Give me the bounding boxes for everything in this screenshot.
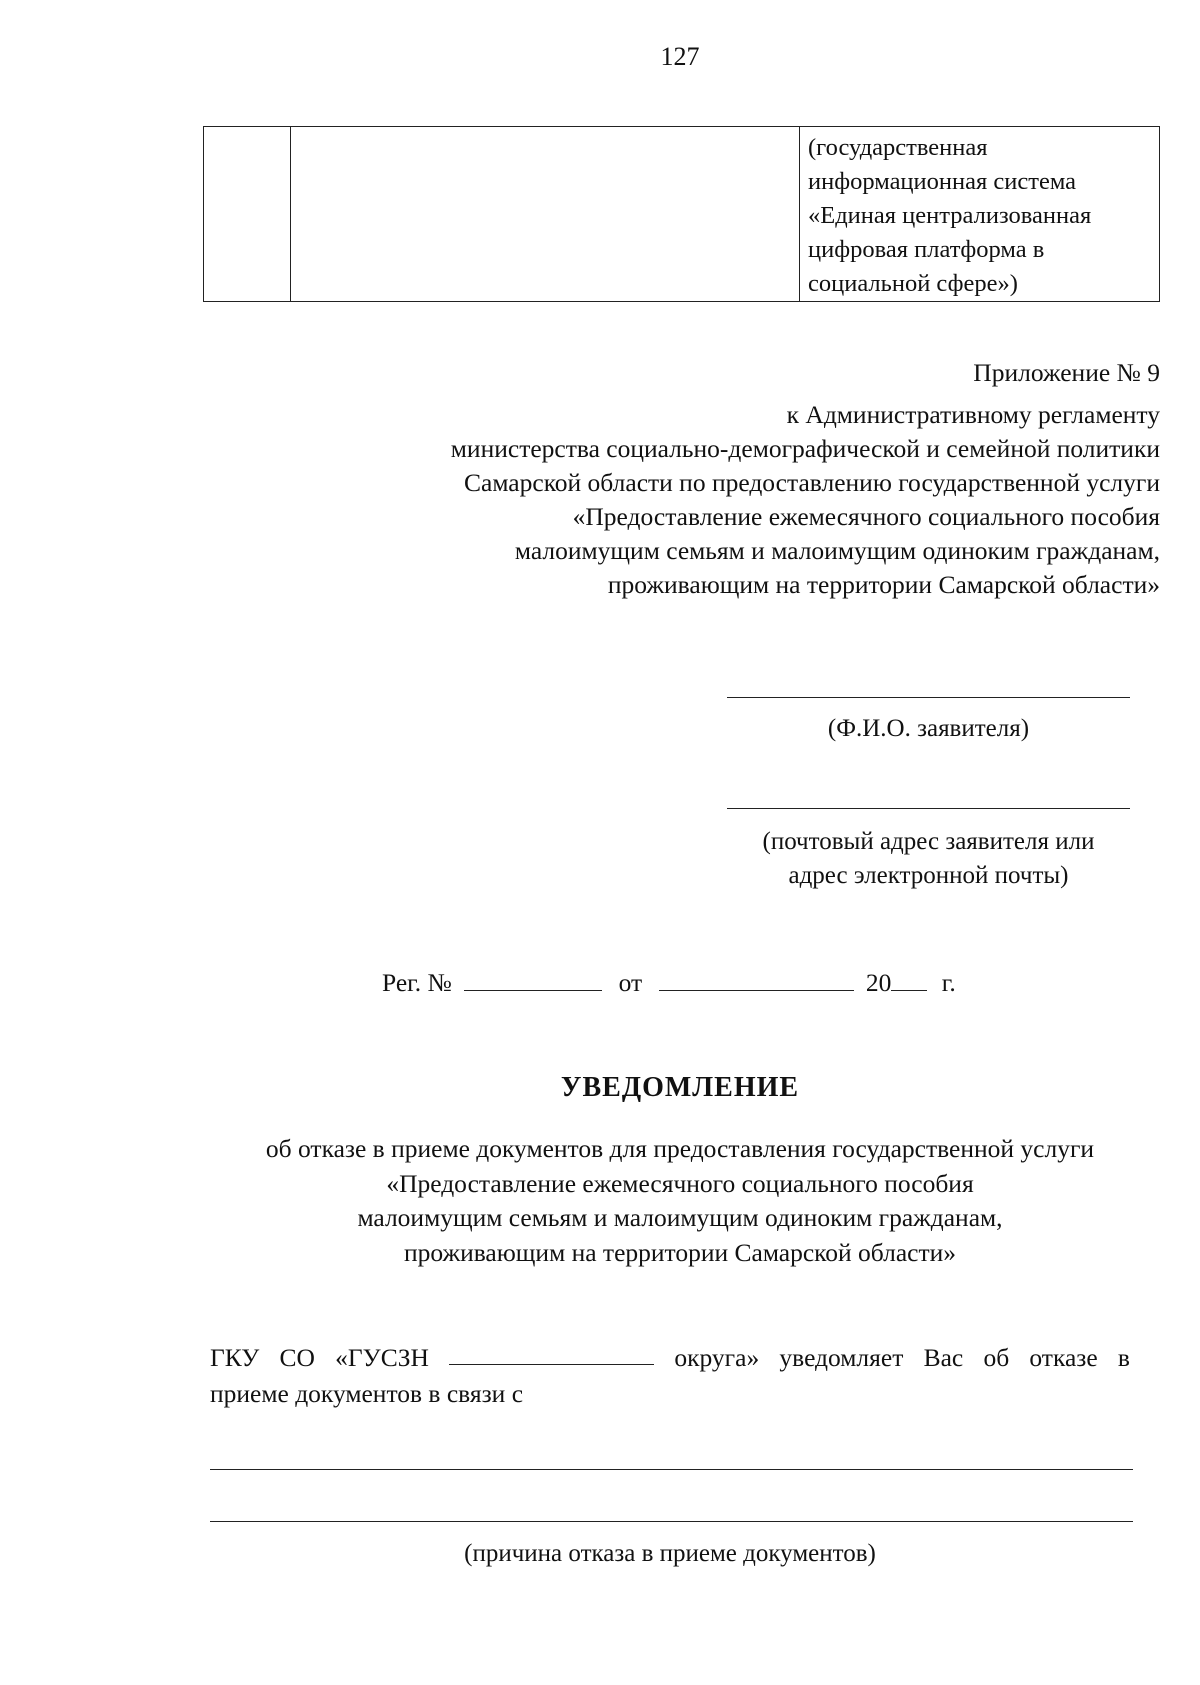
body-word: уведомляет (779, 1343, 904, 1372)
body-word: об (983, 1343, 1010, 1372)
continuation-table (203, 126, 1160, 302)
cell-text-line: (государственная (808, 134, 988, 161)
body-word: в (1117, 1343, 1130, 1372)
appendix-line: Самарской области по предоставлению государственной услуги (464, 468, 1160, 497)
reason-caption: (причина отказа в приеме документов) (464, 1540, 876, 1567)
applicant-address-caption (727, 825, 1130, 893)
table-cell-text (800, 127, 1160, 302)
district-blank (449, 1340, 654, 1365)
registration-row (382, 966, 956, 998)
applicant-name-line (727, 697, 1130, 698)
body-word: Вас (923, 1343, 964, 1372)
reg-number-blank (464, 966, 602, 991)
address-caption-line: (почтовый адрес заявителя или (762, 828, 1095, 855)
body-word: СО (279, 1343, 315, 1372)
reg-from-label: от (618, 968, 643, 997)
notice-body (210, 1340, 1130, 1412)
page-number: 127 (660, 42, 700, 71)
appendix-reference (451, 398, 1160, 602)
body-line-1 (210, 1340, 1130, 1376)
appendix-line: министерства социально-демографической и семейной политики (450, 434, 1160, 463)
address-caption-line: адрес электронной почты) (788, 862, 1069, 889)
cell-text-line: цифровая платформа в (808, 236, 1045, 263)
body-word: ГКУ (210, 1343, 260, 1372)
appendix-line: к Административному регламенту (786, 400, 1160, 429)
appendix-line: малоимущим семьям и малоимущим одиноким гражданам, (514, 536, 1160, 565)
notice-subtitle-line: об отказе в приеме документов для предоставления государственной услуги (265, 1134, 1095, 1163)
table-cell-empty-2 (291, 127, 800, 302)
applicant-name-caption: (Ф.И.О. заявителя) (827, 715, 1030, 742)
reason-line-2 (210, 1521, 1133, 1522)
notice-title: УВЕДОМЛЕНИЕ (560, 1072, 800, 1103)
body-word: округа» (674, 1343, 760, 1372)
cell-text-line: социальной сфере») (808, 270, 1018, 297)
applicant-address-line (727, 808, 1130, 809)
body-word: «ГУСЗН (335, 1343, 429, 1372)
appendix-label: Приложение № 9 (973, 358, 1160, 387)
reg-year-blank (891, 966, 927, 991)
reg-year-prefix: 20 (865, 968, 892, 997)
notice-subtitle-line: проживающим на территории Самарской области» (403, 1237, 957, 1267)
reg-year-suffix: г. (941, 968, 956, 997)
notice-subtitle-line: «Предоставление ежемесячного социального пособия (386, 1168, 974, 1198)
reason-line-1 (210, 1469, 1133, 1470)
cell-text-line: «Единая централизованная (808, 202, 1092, 229)
reg-date-blank (659, 966, 854, 991)
body-word: отказе (1029, 1343, 1098, 1372)
body-line-2: приеме документов в связи с (210, 1379, 524, 1408)
table-row (204, 127, 1160, 302)
cell-text-line: информационная система (808, 168, 1077, 195)
appendix-line: проживающим на территории Самарской области» (607, 570, 1160, 599)
reg-number-label: Рег. № (382, 968, 452, 997)
appendix-line: «Предоставление ежемесячного социального пособия (572, 502, 1160, 531)
notice-subtitle-line: малоимущим семьям и малоимущим одиноким гражданам, (357, 1203, 1003, 1232)
table-cell-empty-1 (204, 127, 291, 302)
notice-subtitle (0, 1132, 1200, 1270)
